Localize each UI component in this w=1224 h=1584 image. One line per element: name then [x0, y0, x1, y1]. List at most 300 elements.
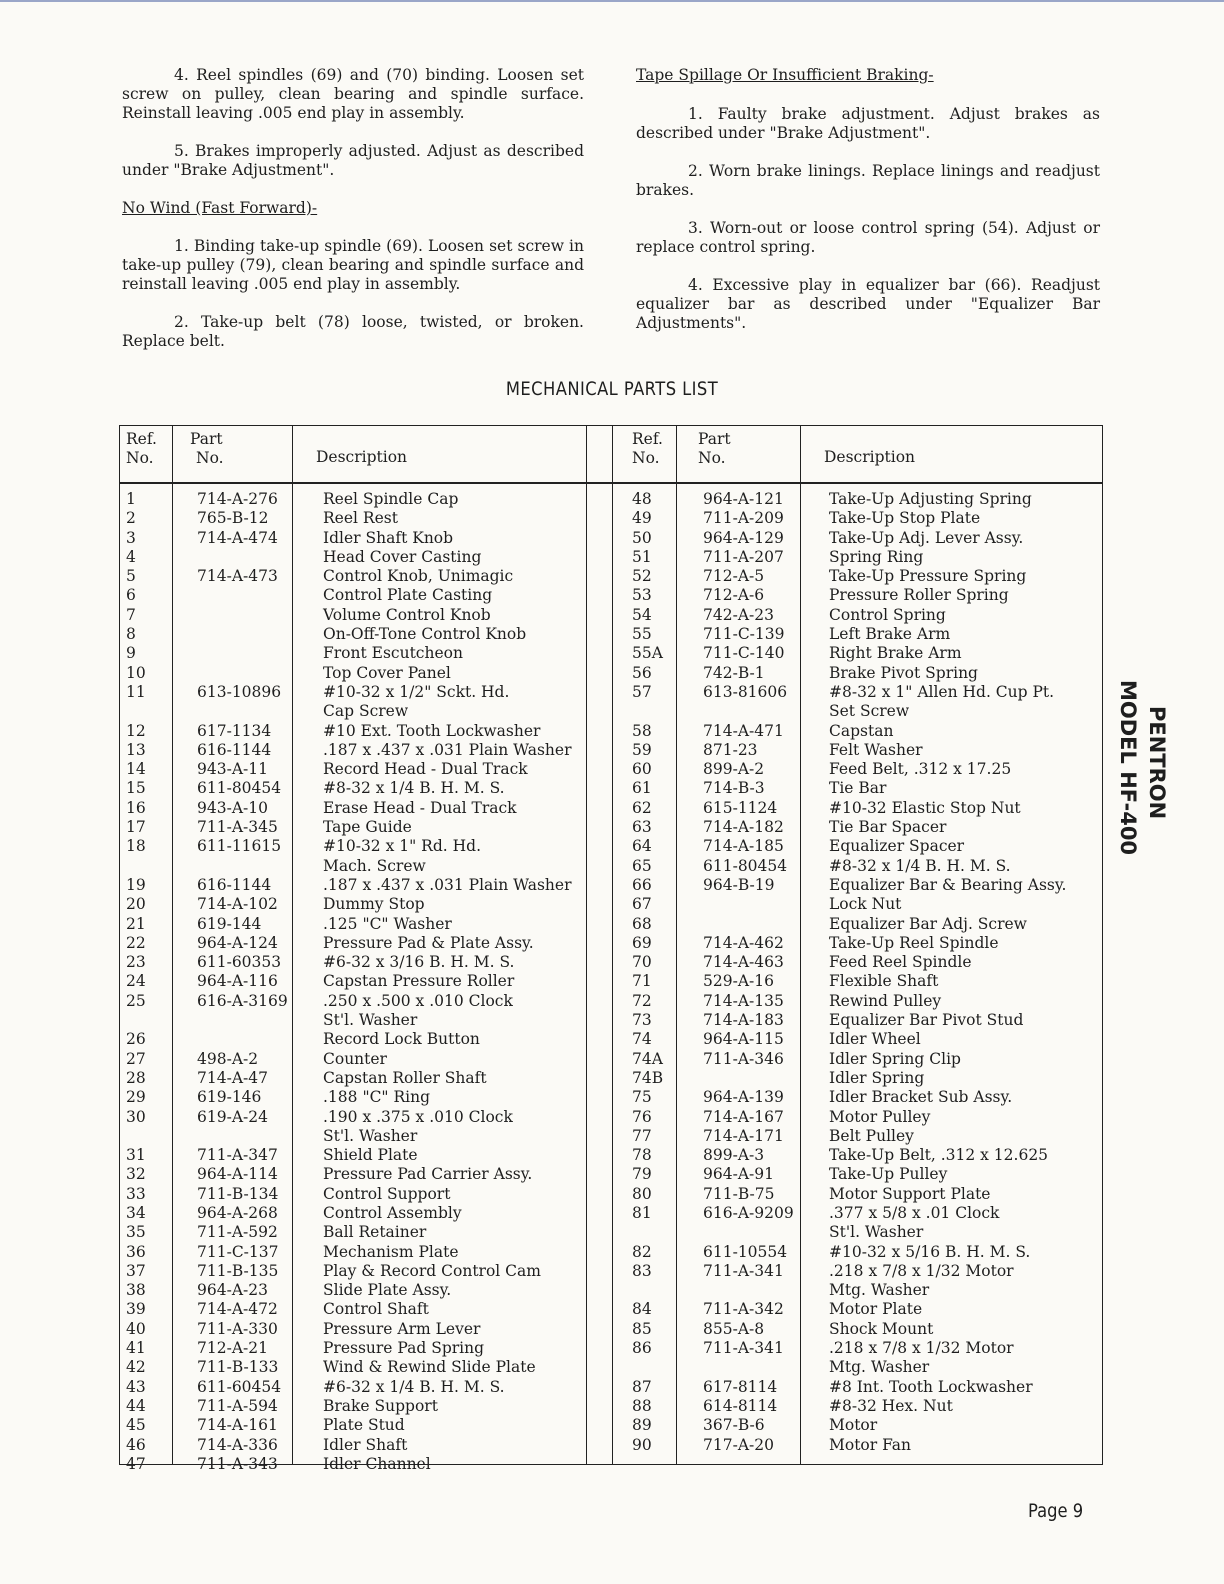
ref-number: 50 — [632, 528, 652, 547]
part-description: .250 x .500 x .010 Clock — [323, 991, 513, 1010]
part-description: Ball Retainer — [323, 1223, 427, 1242]
part-number: 964-A-114 — [197, 1165, 278, 1184]
ref-number: 48 — [632, 490, 652, 508]
part-description: Motor Fan — [829, 1435, 912, 1454]
table-divider — [676, 426, 677, 1464]
part-number: 611-60454 — [197, 1377, 282, 1396]
ref-number: 74B — [632, 1068, 664, 1087]
part-number: 611-80454 — [197, 779, 282, 798]
part-description: Idler Spring — [829, 1068, 925, 1087]
ref-number: 34 — [126, 1203, 146, 1222]
part-description: #10 Ext. Tooth Lockwasher — [323, 721, 541, 740]
header-description-right: Description — [824, 448, 916, 466]
part-description: #6-32 x 1/4 B. H. M. S. — [323, 1377, 505, 1396]
part-description: Counter — [323, 1049, 387, 1068]
ref-number: 20 — [126, 895, 146, 914]
part-description: Control Assembly — [323, 1203, 462, 1222]
part-description: #8-32 x 1" Allen Hd. Cup Pt. — [829, 682, 1055, 701]
part-number: 711-A-342 — [703, 1300, 784, 1319]
ref-number: 41 — [126, 1339, 146, 1358]
part-number: 964-A-268 — [197, 1203, 278, 1222]
part-description: Control Spring — [829, 605, 946, 624]
ref-number: 45 — [126, 1416, 146, 1435]
ref-number: 64 — [632, 837, 652, 856]
part-description: Pressure Pad & Plate Assy. — [323, 933, 534, 952]
part-number: 711-B-75 — [703, 1184, 775, 1203]
part-number: 714-A-463 — [703, 953, 784, 972]
part-description: Motor — [829, 1416, 878, 1435]
ref-number: 11 — [126, 682, 146, 701]
part-description: Brake Pivot Spring — [829, 663, 978, 682]
part-description: Dummy Stop — [323, 895, 425, 914]
part-description: Tie Bar — [829, 779, 887, 798]
part-number: 711-C-137 — [197, 1242, 279, 1261]
part-description: Spring Ring — [829, 547, 924, 566]
part-number: 711-A-345 — [197, 818, 278, 837]
ref-number: 72 — [632, 991, 652, 1010]
control-spring-paragraph: 3. Worn-out or loose control spring (54). Adjust or replace control spring. — [636, 219, 1100, 256]
ref-number: 66 — [632, 875, 652, 894]
ref-number: 1 — [126, 490, 136, 508]
part-number: 613-81606 — [703, 682, 788, 701]
ref-number: 83 — [632, 1261, 652, 1280]
part-number: 614-8114 — [703, 1396, 778, 1415]
part-description: Capstan Pressure Roller — [323, 972, 515, 991]
ref-number: 3 — [126, 528, 136, 547]
ref-number: 59 — [632, 740, 652, 759]
ref-number: 65 — [632, 856, 652, 875]
header-ref-left: Ref. No. — [126, 430, 157, 467]
part-number: 711-A-341 — [703, 1339, 784, 1358]
part-description: Idler Shaft — [323, 1435, 408, 1454]
part-description: Equalizer Bar & Bearing Assy. — [829, 875, 1067, 894]
part-number: 714-A-102 — [197, 895, 278, 914]
part-description: Shield Plate — [323, 1146, 418, 1165]
part-number: 714-A-167 — [703, 1107, 784, 1126]
part-number: 712-A-6 — [703, 586, 765, 605]
ref-number: 28 — [126, 1068, 146, 1087]
part-number: 714-A-47 — [197, 1068, 268, 1087]
ref-number: 67 — [632, 895, 652, 914]
part-description: Motor Support Plate — [829, 1184, 991, 1203]
part-description: Mtg. Washer — [829, 1281, 930, 1300]
part-number: 855-A-8 — [703, 1319, 765, 1338]
ref-number: 63 — [632, 818, 652, 837]
part-description: Shock Mount — [829, 1319, 934, 1338]
ref-number: 37 — [126, 1261, 146, 1280]
ref-number: 78 — [632, 1146, 652, 1165]
part-number: 717-A-20 — [703, 1435, 774, 1454]
part-description: Control Plate Casting — [323, 586, 493, 605]
part-number: 617-1134 — [197, 721, 272, 740]
part-number: 714-A-336 — [197, 1435, 278, 1454]
part-number: 711-A-592 — [197, 1223, 278, 1242]
part-description: Reel Spindle Cap — [323, 490, 459, 508]
ref-number: 43 — [126, 1377, 146, 1396]
part-number: 619-146 — [197, 1088, 262, 1107]
part-description: Idler Spring Clip — [829, 1049, 961, 1068]
part-description: Slide Plate Assy. — [323, 1281, 452, 1300]
ref-number: 77 — [632, 1126, 652, 1145]
page-top-rule — [0, 0, 1224, 2]
part-description: #6-32 x 3/16 B. H. M. S. — [323, 953, 515, 972]
part-description: St'l. Washer — [323, 1126, 418, 1145]
ref-number: 19 — [126, 875, 146, 894]
part-description: .218 x 7/8 x 1/32 Motor — [829, 1339, 1014, 1358]
ref-number: 51 — [632, 547, 652, 566]
ref-number: 39 — [126, 1300, 146, 1319]
part-number: 711-A-341 — [703, 1261, 784, 1280]
part-description: Plate Stud — [323, 1416, 405, 1435]
part-description: .190 x .375 x .010 Clock — [323, 1107, 513, 1126]
part-number: 714-A-185 — [703, 837, 784, 856]
ref-number: 84 — [632, 1300, 652, 1319]
ref-number: 62 — [632, 798, 652, 817]
part-number: 619-144 — [197, 914, 262, 933]
part-description: Take-Up Pulley — [829, 1165, 948, 1184]
part-description: Lock Nut — [829, 895, 902, 914]
part-number: 498-A-2 — [197, 1049, 259, 1068]
part-description: #8-32 x 1/4 B. H. M. S. — [323, 779, 505, 798]
ref-number: 17 — [126, 818, 146, 837]
part-description: Left Brake Arm — [829, 625, 951, 644]
table-divider — [586, 426, 587, 1464]
header-rule — [120, 482, 1102, 484]
part-number: 712-A-5 — [703, 567, 765, 586]
part-number: 943-A-10 — [197, 798, 268, 817]
part-description: Reel Rest — [323, 509, 398, 528]
ref-number: 57 — [632, 682, 652, 701]
part-description: Take-Up Pressure Spring — [829, 567, 1027, 586]
ref-number: 87 — [632, 1377, 652, 1396]
part-description: Play & Record Control Cam — [323, 1261, 541, 1280]
part-number: 714-A-462 — [703, 933, 784, 952]
part-number: 615-1124 — [703, 798, 778, 817]
part-description: Equalizer Bar Pivot Stud — [829, 1011, 1024, 1030]
part-number: 711-A-209 — [703, 509, 784, 528]
part-number: 964-A-129 — [703, 528, 784, 547]
part-number: 616-A-9209 — [703, 1203, 794, 1222]
part-number: 714-A-182 — [703, 818, 784, 837]
part-number: 964-A-124 — [197, 933, 278, 952]
part-number: 964-A-116 — [197, 972, 278, 991]
part-number: 611-80454 — [703, 856, 788, 875]
part-number: 711-C-140 — [703, 644, 785, 663]
part-number: 711-C-139 — [703, 625, 785, 644]
part-number: 616-1144 — [197, 740, 272, 759]
no-wind-heading: No Wind (Fast Forward)- — [122, 199, 318, 217]
part-description: Take-Up Adj. Lever Assy. — [829, 528, 1024, 547]
part-description: Mechanism Plate — [323, 1242, 459, 1261]
ref-number: 15 — [126, 779, 146, 798]
part-number: 964-B-19 — [703, 875, 775, 894]
part-number: 714-A-183 — [703, 1011, 784, 1030]
part-description: Record Head - Dual Track — [323, 760, 528, 779]
part-number: 765-B-12 — [197, 509, 269, 528]
part-description: Control Shaft — [323, 1300, 429, 1319]
part-description: St'l. Washer — [829, 1223, 924, 1242]
ref-number: 16 — [126, 798, 146, 817]
ref-number: 35 — [126, 1223, 146, 1242]
part-description: #8-32 x 1/4 B. H. M. S. — [829, 856, 1011, 875]
ref-number: 88 — [632, 1396, 652, 1415]
ref-number: 46 — [126, 1435, 146, 1454]
ref-number: 36 — [126, 1242, 146, 1261]
part-number: 619-A-24 — [197, 1107, 268, 1126]
ref-number: 31 — [126, 1146, 146, 1165]
ref-number: 10 — [126, 663, 146, 682]
ref-number: 89 — [632, 1416, 652, 1435]
ref-number: 90 — [632, 1435, 652, 1454]
part-description: .187 x .437 x .031 Plain Washer — [323, 740, 572, 759]
ref-number: 44 — [126, 1396, 146, 1415]
part-number: 711-A-347 — [197, 1146, 278, 1165]
part-number: 964-A-23 — [197, 1281, 268, 1300]
part-description: #10-32 Elastic Stop Nut — [829, 798, 1021, 817]
part-number: 964-A-139 — [703, 1088, 784, 1107]
take-up-belt-paragraph: 2. Take-up belt (78) loose, twisted, or broken. Replace belt. — [122, 313, 584, 350]
ref-number: 58 — [632, 721, 652, 740]
part-description: Capstan — [829, 721, 894, 740]
part-description: Equalizer Spacer — [829, 837, 965, 856]
part-description: Brake Support — [323, 1396, 438, 1415]
part-description: Head Cover Casting — [323, 547, 482, 566]
ref-number: 74 — [632, 1030, 652, 1049]
ref-number: 9 — [126, 644, 136, 663]
ref-number: 27 — [126, 1049, 146, 1068]
part-number: 964-A-91 — [703, 1165, 774, 1184]
part-number: 742-B-1 — [703, 663, 765, 682]
part-description: Motor Plate — [829, 1300, 923, 1319]
model-side-label — [1113, 680, 1173, 860]
part-number: 714-B-3 — [703, 779, 765, 798]
part-description: Idler Wheel — [829, 1030, 921, 1049]
part-number: 611-60353 — [197, 953, 282, 972]
part-description: .377 x 5/8 x .01 Clock — [829, 1203, 1000, 1222]
ref-number: 32 — [126, 1165, 146, 1184]
part-number: 714-A-472 — [197, 1300, 278, 1319]
part-description: Rewind Pulley — [829, 991, 942, 1010]
ref-number: 18 — [126, 837, 146, 856]
part-description: Felt Washer — [829, 740, 923, 759]
part-number: 714-A-171 — [703, 1126, 784, 1145]
ref-number: 12 — [126, 721, 146, 740]
part-description: .125 "C" Washer — [323, 914, 452, 933]
part-description: Take-Up Belt, .312 x 12.625 — [829, 1146, 1049, 1165]
equalizer-bar-paragraph: 4. Excessive play in equalizer bar (66). Readjust equalizer bar as described under "Equalizer Bar Adjustments". — [636, 276, 1100, 332]
header-part-right: Part No. — [698, 430, 731, 467]
ref-number: 7 — [126, 605, 136, 624]
part-description: Set Screw — [829, 702, 910, 721]
part-description: Belt Pulley — [829, 1126, 914, 1145]
brakes-paragraph: 5. Brakes improperly adjusted. Adjust as described under "Brake Adjustment". — [122, 142, 584, 179]
faulty-brake-paragraph: 1. Faulty brake adjustment. Adjust brakes as described under "Brake Adjustment". — [636, 105, 1100, 142]
brand-name: PENTRON — [1145, 706, 1169, 820]
part-description: Equalizer Bar Adj. Screw — [829, 914, 1027, 933]
part-description: Top Cover Panel — [323, 663, 451, 682]
ref-number: 42 — [126, 1358, 146, 1377]
ref-number: 75 — [632, 1088, 652, 1107]
reel-spindles-paragraph: 4. Reel spindles (69) and (70) binding. Loosen set screw on pulley, clean bearing and spindle surface. Reinstall leaving .005 end play in assembly. — [122, 66, 584, 122]
part-description: Erase Head - Dual Track — [323, 798, 517, 817]
parts-list-title: MECHANICAL PARTS LIST — [505, 378, 719, 400]
part-description: Cap Screw — [323, 702, 409, 721]
part-number: 617-8114 — [703, 1377, 778, 1396]
ref-number: 47 — [126, 1454, 146, 1473]
ref-number: 49 — [632, 509, 652, 528]
part-description: Pressure Roller Spring — [829, 586, 1009, 605]
part-description: Record Lock Button — [323, 1030, 480, 1049]
part-number: 964-A-121 — [703, 490, 784, 508]
part-description: .187 x .437 x .031 Plain Washer — [323, 875, 572, 894]
ref-number: 79 — [632, 1165, 652, 1184]
part-description: Idler Channel — [323, 1454, 431, 1473]
ref-number: 21 — [126, 914, 146, 933]
part-description: #8-32 Hex. Nut — [829, 1396, 953, 1415]
model-name: MODEL HF-400 — [1116, 680, 1140, 856]
part-description: Wind & Rewind Slide Plate — [323, 1358, 536, 1377]
ref-number: 85 — [632, 1319, 652, 1338]
ref-number: 76 — [632, 1107, 652, 1126]
ref-number: 14 — [126, 760, 146, 779]
ref-number: 22 — [126, 933, 146, 952]
part-number: 711-A-207 — [703, 547, 784, 566]
part-description: Right Brake Arm — [829, 644, 962, 663]
part-description: Motor Pulley — [829, 1107, 931, 1126]
part-number: 714-A-161 — [197, 1416, 278, 1435]
part-number: 616-A-3169 — [197, 991, 288, 1010]
part-number: 711-B-134 — [197, 1184, 279, 1203]
part-description: Tie Bar Spacer — [829, 818, 947, 837]
part-number: 611-11615 — [197, 837, 282, 856]
part-number: 871-23 — [703, 740, 758, 759]
ref-number: 6 — [126, 586, 136, 605]
part-description: .188 "C" Ring — [323, 1088, 431, 1107]
header-description-left: Description — [316, 448, 408, 466]
header-part-left: Part No. — [190, 430, 224, 467]
part-description: Tape Guide — [323, 818, 412, 837]
table-divider — [612, 426, 613, 1464]
ref-number: 2 — [126, 509, 136, 528]
ref-number: 81 — [632, 1203, 652, 1222]
ref-number: 55A — [632, 644, 663, 663]
ref-number: 60 — [632, 760, 652, 779]
table-divider — [172, 426, 173, 1464]
troubleshooting-right-column — [636, 66, 1100, 352]
troubleshooting-left-column — [122, 66, 584, 370]
part-description: Take-Up Reel Spindle — [829, 933, 999, 952]
part-description: Idler Shaft Knob — [323, 528, 454, 547]
part-number: 714-A-276 — [197, 490, 278, 508]
ref-number: 4 — [126, 547, 136, 566]
part-number: 964-A-115 — [703, 1030, 784, 1049]
ref-number: 69 — [632, 933, 652, 952]
part-number: 367-B-6 — [703, 1416, 765, 1435]
binding-spindle-paragraph: 1. Binding take-up spindle (69). Loosen set screw in take-up pulley (79), clean bearing and spindle surface and reinstall leaving .005 end play in assembly. — [122, 237, 584, 293]
part-number: 714-A-135 — [703, 991, 784, 1010]
table-divider — [800, 426, 801, 1464]
part-number: 711-A-343 — [197, 1454, 278, 1473]
part-number: 711-A-330 — [197, 1319, 278, 1338]
part-description: Mtg. Washer — [829, 1358, 930, 1377]
part-description: #8 Int. Tooth Lockwasher — [829, 1377, 1033, 1396]
ref-number: 52 — [632, 567, 652, 586]
part-description: .218 x 7/8 x 1/32 Motor — [829, 1261, 1014, 1280]
part-description: Pressure Arm Lever — [323, 1319, 481, 1338]
header-ref-right: Ref. No. — [632, 430, 663, 467]
part-description: St'l. Washer — [323, 1011, 418, 1030]
part-number: 714-A-474 — [197, 528, 278, 547]
ref-number: 61 — [632, 779, 652, 798]
part-description: Volume Control Knob — [323, 605, 491, 624]
part-number: 529-A-16 — [703, 972, 774, 991]
ref-number: 38 — [126, 1281, 146, 1300]
ref-number: 26 — [126, 1030, 146, 1049]
ref-number: 30 — [126, 1107, 146, 1126]
ref-number: 33 — [126, 1184, 146, 1203]
part-description: Flexible Shaft — [829, 972, 939, 991]
part-number: 899-A-2 — [703, 760, 765, 779]
ref-number: 82 — [632, 1242, 652, 1261]
part-description: #10-32 x 1" Rd. Hd. — [323, 837, 481, 856]
parts-table — [119, 425, 1103, 1473]
part-number: 714-A-473 — [197, 567, 278, 586]
page-number: Page 9 — [1028, 1500, 1084, 1522]
tape-spillage-heading: Tape Spillage Or Insufficient Braking- — [636, 66, 934, 84]
ref-number: 74A — [632, 1049, 663, 1068]
part-number: 711-A-594 — [197, 1396, 278, 1415]
ref-number: 68 — [632, 914, 652, 933]
part-number: 712-A-21 — [197, 1339, 268, 1358]
table-divider — [292, 426, 293, 1464]
part-description: Pressure Pad Carrier Assy. — [323, 1165, 533, 1184]
ref-number: 55 — [632, 625, 652, 644]
part-number: 611-10554 — [703, 1242, 788, 1261]
ref-number: 24 — [126, 972, 146, 991]
ref-number: 53 — [632, 586, 652, 605]
part-description: Feed Reel Spindle — [829, 953, 972, 972]
ref-number: 86 — [632, 1339, 652, 1358]
part-description: Front Escutcheon — [323, 644, 463, 663]
ref-number: 80 — [632, 1184, 652, 1203]
part-description: Mach. Screw — [323, 856, 426, 875]
part-description: Take-Up Stop Plate — [829, 509, 981, 528]
part-description: Idler Bracket Sub Assy. — [829, 1088, 1013, 1107]
part-number: 711-A-346 — [703, 1049, 784, 1068]
part-number: 714-A-471 — [703, 721, 784, 740]
ref-number: 5 — [126, 567, 136, 586]
part-number: 711-B-133 — [197, 1358, 279, 1377]
ref-number: 29 — [126, 1088, 146, 1107]
ref-number: 13 — [126, 740, 146, 759]
part-description: Take-Up Adjusting Spring — [829, 490, 1032, 508]
ref-number: 71 — [632, 972, 652, 991]
ref-number: 70 — [632, 953, 652, 972]
ref-number: 25 — [126, 991, 146, 1010]
ref-number: 56 — [632, 663, 652, 682]
part-description: On-Off-Tone Control Knob — [323, 625, 527, 644]
part-description: Capstan Roller Shaft — [323, 1068, 487, 1087]
part-description: #10-32 x 1/2" Sckt. Hd. — [323, 682, 510, 701]
ref-number: 73 — [632, 1011, 652, 1030]
ref-number: 23 — [126, 953, 146, 972]
part-number: 616-1144 — [197, 875, 272, 894]
part-description: Pressure Pad Spring — [323, 1339, 485, 1358]
part-description: Feed Belt, .312 x 17.25 — [829, 760, 1012, 779]
part-description: Control Knob, Unimagic — [323, 567, 514, 586]
part-number: 943-A-11 — [197, 760, 268, 779]
part-number: 899-A-3 — [703, 1146, 765, 1165]
